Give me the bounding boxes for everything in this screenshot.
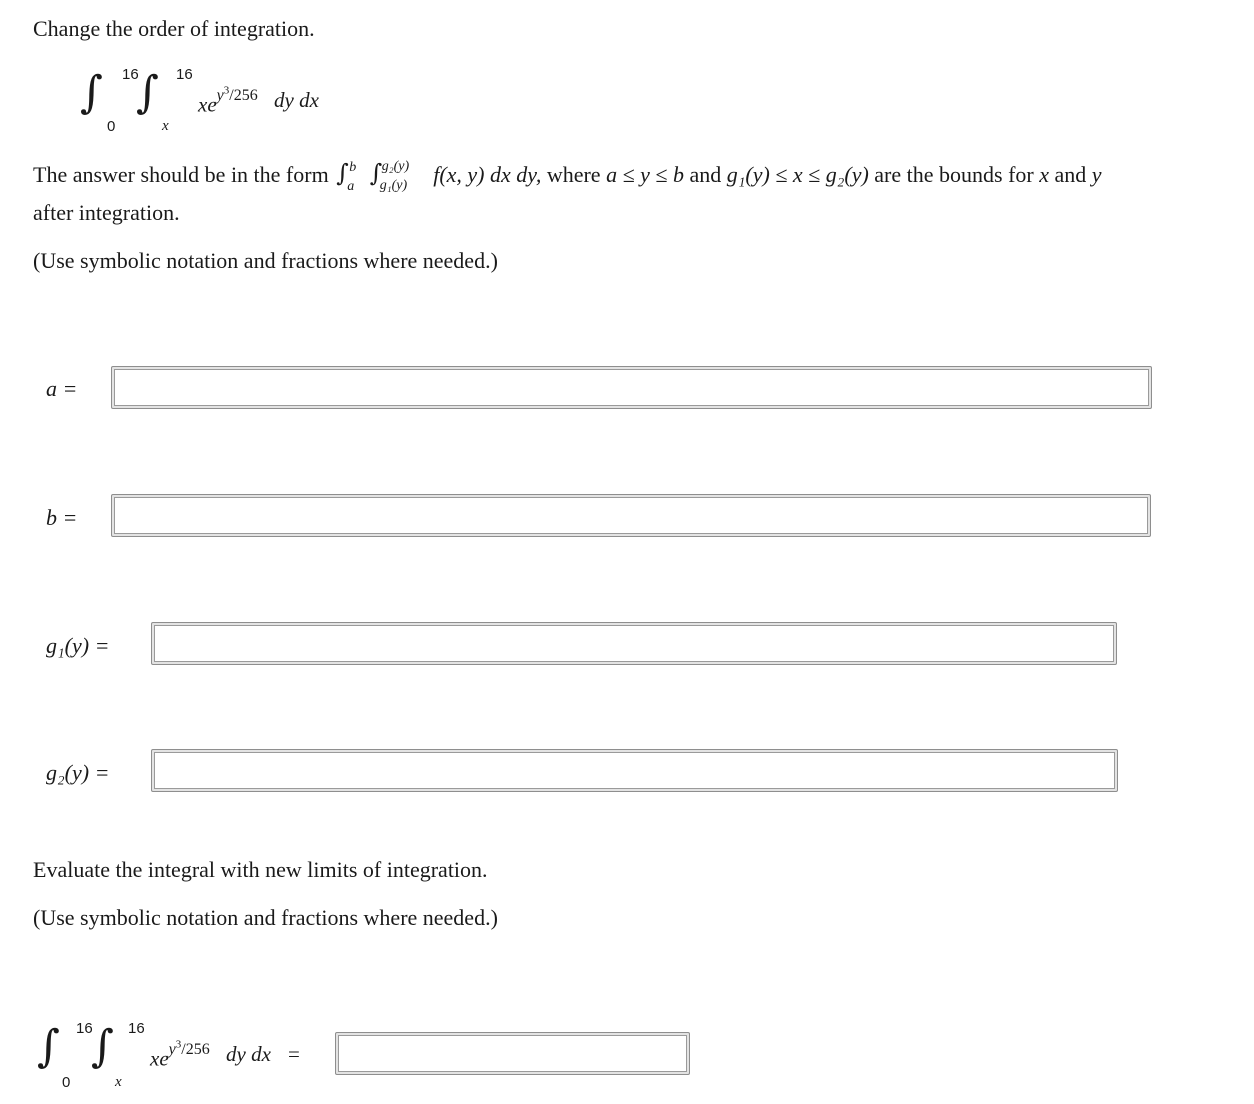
form-cond2: g₁(y) ≤ x ≤ g₂(y): [726, 162, 869, 187]
form-lower-g1: g₁(y): [379, 178, 408, 193]
exponent-rest: /256: [229, 87, 258, 105]
evaluate-instruction: Evaluate the integral with new limits of integration.: [33, 857, 488, 882]
instruction-text: Change the order of integration.: [33, 16, 315, 41]
final-outer-lower-limit: 0: [62, 1074, 71, 1091]
form-cond1: a ≤ y ≤ b: [606, 162, 684, 187]
final-inner-upper-limit: 16: [128, 1020, 145, 1037]
integrand: [198, 85, 258, 117]
exponent-var: y: [216, 87, 224, 105]
a-label: a =: [46, 376, 78, 401]
form-sentence: [33, 159, 1102, 194]
final-outer-upper-limit: 16: [76, 1020, 93, 1037]
outer-integral-sign-icon: ∫: [80, 67, 103, 118]
final-inner-integral-sign-icon: ∫: [91, 1021, 114, 1072]
form-var-x: x: [1039, 162, 1050, 187]
outer-upper-limit: 16: [122, 66, 139, 83]
hint-text-2: (Use symbolic notation and fractions where needed.): [33, 905, 498, 930]
hint-text-1: (Use symbolic notation and fractions where needed.): [33, 248, 498, 273]
original-integral: [80, 62, 380, 142]
form-prefix: The answer should be in the form: [33, 162, 329, 187]
outer-lower-limit: 0: [107, 118, 116, 135]
integrand-base: xe: [198, 92, 217, 117]
final-integral: [37, 1016, 337, 1096]
form-mid: are the bounds for: [874, 162, 1034, 187]
final-differentials: dy dx: [226, 1042, 271, 1066]
form-and1: and: [689, 162, 722, 187]
form-integrand: f(x, y) dx dy,: [433, 162, 542, 187]
g2-label: g₂(y) =: [46, 760, 110, 785]
inner-lower-limit: x: [162, 118, 169, 134]
form-outer-integral-icon: ∫: [336, 159, 349, 187]
form-upper-g2: g₂(y): [381, 159, 410, 174]
differentials: dy dx: [274, 88, 319, 112]
form-and2: and: [1054, 162, 1087, 187]
form-where: where: [546, 162, 601, 187]
final-inner-lower-limit: x: [115, 1074, 122, 1090]
a-input[interactable]: [111, 366, 1152, 409]
g1-input[interactable]: [151, 622, 1117, 665]
form-upper-b: b: [349, 160, 357, 175]
inner-integral-sign-icon: ∫: [136, 67, 159, 118]
form-var-y: y: [1091, 162, 1102, 187]
inner-upper-limit: 16: [176, 66, 193, 83]
exponent-power: 3: [223, 85, 230, 97]
form-line2: after integration.: [33, 200, 180, 225]
final-exponent-rest: /256: [181, 1041, 210, 1059]
final-answer-input[interactable]: [335, 1032, 690, 1075]
final-integrand-base: xe: [150, 1046, 169, 1071]
final-exponent-var: y: [168, 1041, 176, 1059]
b-label: b =: [46, 505, 78, 530]
final-equals: =: [288, 1042, 300, 1066]
form-inner-integral-icon: ∫: [369, 159, 383, 187]
final-integrand: [150, 1039, 210, 1071]
b-input[interactable]: [111, 494, 1151, 537]
g1-label: g₁(y) =: [46, 633, 110, 658]
final-outer-integral-sign-icon: ∫: [37, 1021, 60, 1072]
g2-input[interactable]: [151, 749, 1118, 792]
form-lower-a: a: [347, 179, 355, 194]
final-exponent-power: 3: [175, 1039, 182, 1051]
